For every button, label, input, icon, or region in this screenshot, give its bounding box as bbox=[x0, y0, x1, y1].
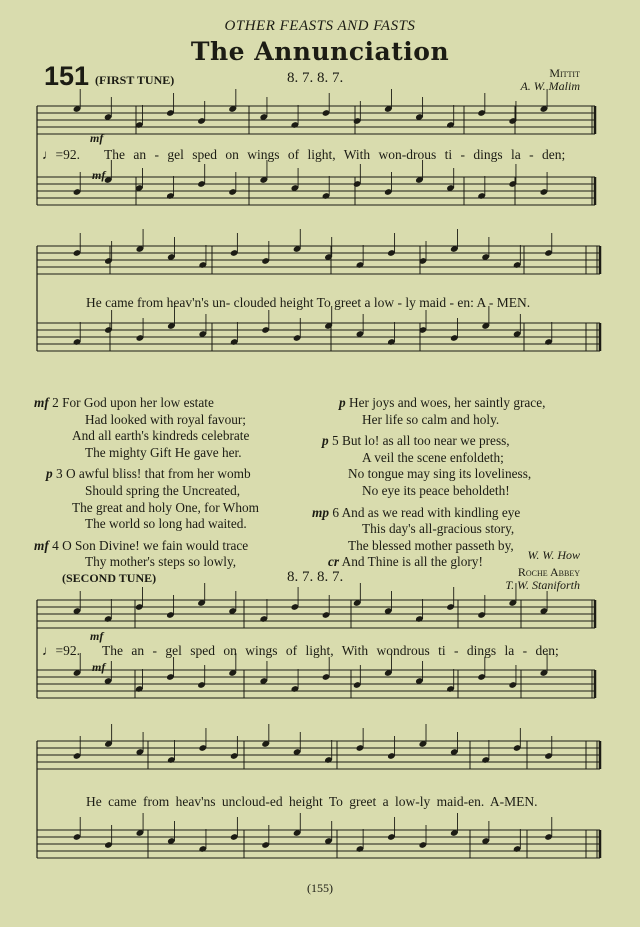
dynamic-mf: mf bbox=[90, 131, 104, 145]
hymn-number: 151 bbox=[44, 61, 90, 91]
first-tune-label: (FIRST TUNE) bbox=[95, 73, 175, 87]
lyrics-line-1: The an - gel sped on wings of light, With won-drous ti - dings la - den; bbox=[104, 147, 566, 162]
verse-2: mf 2 For God upon her low estate Had looked with royal favour; And all earth's kindreds celebrate The mighty Gift He gave her. bbox=[34, 395, 250, 460]
second-tune-composer: T. W. Staniforth bbox=[505, 578, 580, 592]
first-tune-name: Mittit bbox=[549, 66, 580, 80]
dynamic-mf: mf bbox=[92, 660, 106, 674]
dynamic-mf: mf bbox=[90, 629, 104, 643]
lyrics-line-4: He came from heav'ns uncloud-ed height To greet a low-ly maid-en. A-MEN. bbox=[86, 794, 538, 809]
text-author: W. W. How bbox=[527, 548, 580, 562]
verse-4: mf 4 O Son Divine! we fain would trace Thy mother's steps so lowly, bbox=[34, 537, 249, 570]
second-tune-meter: 8. 7. 8. 7. bbox=[287, 569, 344, 585]
first-tune-composer: A. W. Malim bbox=[520, 79, 580, 93]
verse-3: p 3 O awful bliss! that from her womb Should spring the Uncreated, The great and holy One, for Whom The world so long had waited. bbox=[46, 466, 259, 532]
lyrics-line-2: He came from heav'n's un- clouded height To greet a low - ly maid - en: A - MEN. bbox=[86, 295, 531, 310]
lyrics-line-3: The an - gel sped on wings of light, With wondrous ti - dings la - den; bbox=[102, 643, 559, 658]
verse-6: mp 6 And as we read with kindling eye This day's all-gracious story, The blessed mother passeth by, cr And Thine is all the glory! bbox=[312, 504, 521, 570]
first-tune-meter: 8. 7. 8. 7. bbox=[287, 70, 344, 86]
hymn-title: The Annunciation bbox=[190, 37, 450, 66]
verse-5: p 5 But lo! as all too near we press, A veil the scene enfoldeth; No tongue may sing its loveliness, No eye its peace beholdeth! bbox=[322, 433, 532, 498]
verses-right bbox=[312, 395, 546, 571]
verses-left bbox=[34, 395, 259, 571]
verse-4-cont: p Her joys and woes, her saintly grace, Her life so calm and holy. bbox=[339, 395, 546, 427]
section-heading: OTHER FEASTS AND FASTS bbox=[224, 18, 416, 34]
second-tune-label: (SECOND TUNE) bbox=[62, 571, 157, 585]
dynamic-mf: mf bbox=[92, 168, 106, 182]
tempo-marking: ♩=92. bbox=[42, 147, 80, 162]
page-number: (155) bbox=[307, 881, 333, 895]
second-tune-name: Roche Abbey bbox=[517, 565, 580, 579]
tempo-marking: ♩=92. bbox=[42, 643, 80, 658]
